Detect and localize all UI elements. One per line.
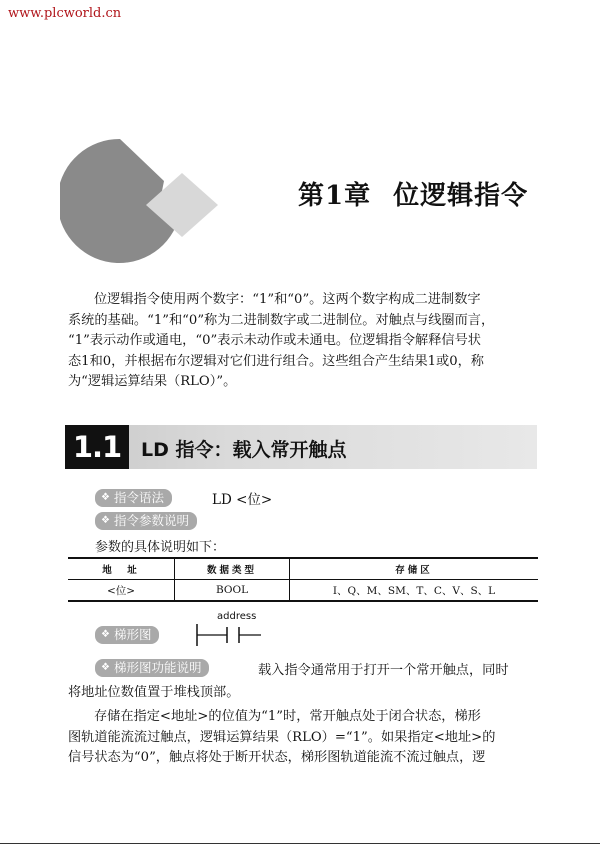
diamond-bullet-icon: ❖ xyxy=(101,515,110,526)
table-cell: I、Q、M、SM、T、C、V、S、L xyxy=(290,580,539,602)
function-tag-label: 梯形图功能说明 xyxy=(113,660,202,675)
site-url[interactable]: www.plcworld.cn xyxy=(8,6,122,21)
intro-line: 态1和0，并根据布尔逻辑对它们进行组合。这些组合产生结果1或0，称 xyxy=(68,353,484,369)
chapter-title: 位逻辑指令 xyxy=(393,181,529,211)
section-title: LD 指令：载入常开触点 xyxy=(141,439,347,461)
chapter-heading xyxy=(298,175,528,212)
intro-line: “1”表示动作或通电，“0”表示未动作或未通电。位逻辑指令解释信号状 xyxy=(68,333,481,348)
intro-line: 位逻辑指令使用两个数字：“1”和“0”。这两个数字构成二进制数字 xyxy=(94,292,481,307)
params-tag-label: 指令参数说明 xyxy=(113,513,189,528)
chapter-pie-graphic xyxy=(60,135,260,265)
chapter-number: 第1章 xyxy=(298,181,372,211)
body-line: 图轨道能流流过触点，逻辑运算结果（RLO）=“1”。如果指定<地址>的 xyxy=(68,729,496,745)
parameter-table xyxy=(68,557,538,602)
ladder-tag-label: 梯形图 xyxy=(113,627,152,642)
footer-divider xyxy=(0,843,600,844)
ladder-address-label: address xyxy=(217,611,257,622)
table-cell: <位> xyxy=(68,580,175,602)
body-line: 存储在指定<地址>的位值为“1”时，常开触点处于闭合状态，梯形 xyxy=(94,709,481,724)
diamond-bullet-icon: ❖ xyxy=(101,492,110,503)
table-cell: BOOL xyxy=(175,580,290,602)
table-row xyxy=(68,580,538,602)
function-text-line1: 载入指令通常用于打开一个常开触点，同时 xyxy=(258,663,509,678)
intro-line: 系统的基础。“1”和“0”称为二进制数字或二进制位。对触点与线圈而言， xyxy=(68,312,495,328)
table-header: 存储区 xyxy=(290,558,539,580)
body-paragraph xyxy=(68,707,538,769)
table-header: 地 址 xyxy=(68,558,175,580)
params-description: 参数的具体说明如下： xyxy=(95,540,226,555)
syntax-tag-label: 指令语法 xyxy=(113,490,164,505)
table-header: 数据类型 xyxy=(175,558,290,580)
diamond-bullet-icon: ❖ xyxy=(101,629,110,640)
table-header-row xyxy=(68,558,538,580)
section-header xyxy=(65,425,537,469)
body-line: 信号状态为“0”，触点将处于断开状态，梯形图轨道能流不流过触点，逻 xyxy=(68,750,486,765)
intro-line: 为“逻辑运算结果（RLO）”。 xyxy=(68,374,237,389)
ladder-contact-icon xyxy=(195,612,270,650)
intro-paragraph xyxy=(68,290,538,393)
params-tag xyxy=(95,512,197,530)
syntax-tag xyxy=(95,489,172,507)
syntax-text: LD <位> xyxy=(212,492,273,508)
function-tag xyxy=(95,659,209,677)
function-text-line2: 将地址位数值置于堆栈顶部。 xyxy=(68,685,240,700)
diamond-bullet-icon: ❖ xyxy=(101,662,110,673)
ladder-tag xyxy=(95,626,159,644)
section-number: 1.1 xyxy=(65,425,129,469)
